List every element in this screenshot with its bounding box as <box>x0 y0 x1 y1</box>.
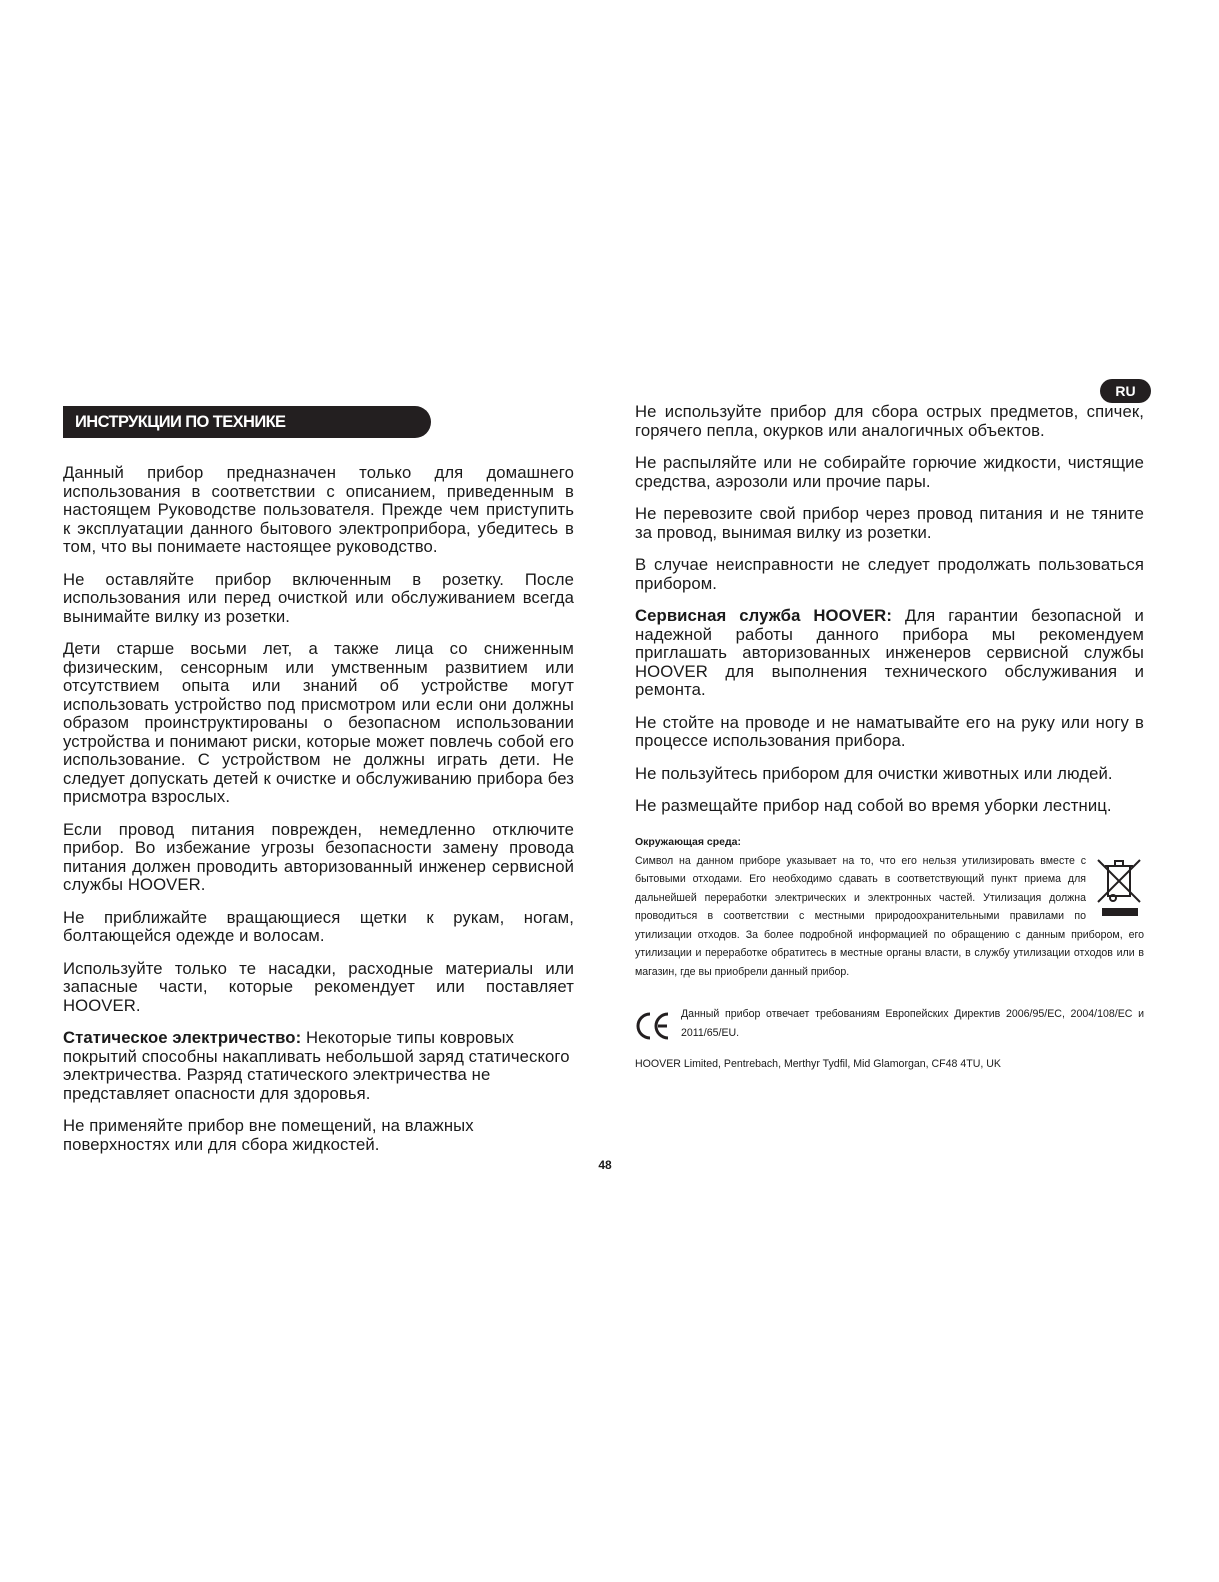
paragraph-malfunction: В случае неисправности не следует продолжать пользоваться прибором. <box>635 555 1144 593</box>
static-text: Некоторые типы ковровых покрытий способны накапливать небольшой заряд статического электричества. Разряд статического электричества не представляет опасности для здоровья. <box>63 1028 570 1103</box>
paragraph-cord-wrap: Не стойте на проводе и не наматывайте его на руку или ногу в процессе использования прибора. <box>635 712 1144 750</box>
paragraph-static <box>63 1029 574 1103</box>
service-heading: Сервисная служба HOOVER: <box>635 606 892 625</box>
paragraph-accessories: Используйте только те насадки, расходные материалы или запасные части, которые рекомендует или поставляет HOOVER. <box>63 958 574 1015</box>
paragraph-brushes: Не приближайте вращающиеся щетки к рукам, ногам, болтающейся одежде и волосам. <box>63 907 574 945</box>
paragraph-children: Дети старше восьми лет, а также лица со сниженным физическим, сенсорным или умственным развитием или отсутствием опыта или знаний об устройстве могут использовать устройство под присмотром или если они должны образом проинструктированы о безопасном использовании устройства и понимают риски, которые может повлечь собой его использование. С устройством не должны играть дети. Не следует допускать детей к очистке и обслуживанию прибора без присмотра взрослых. <box>63 639 574 806</box>
service-text: Для гарантии безопасной и надежной работы данного прибора мы рекомендуем приглашать авторизованных инженеров сервисной службы HOOVER для выполнения технического обслуживания и ремонта. <box>635 606 1144 699</box>
paragraph-flammable: Не распыляйте или не собирайте горючие жидкости, чистящие средства, аэрозоли или прочие пары. <box>635 453 1144 491</box>
paragraph-damaged-cord: Если провод питания поврежден, немедленно отключите прибор. Во избежание угрозы безопасности замену провода питания должен проводить авторизованный инженер сервисной службы HOOVER. <box>63 819 574 894</box>
environment-text <box>635 852 1144 982</box>
manufacturer-address: HOOVER Limited, Pentrebach, Merthyr Tydfil, Mid Glamorgan, CF48 4TU, UK <box>635 1058 1002 1070</box>
environment-section <box>635 836 1144 982</box>
paragraph-intended-use: Данный прибор предназначен только для домашнего использования в соответствии с описанием, приведенным в настоящем Руководстве пользователя. Прежде чем приступить к эксплуатации данного бытового электроприбора, убедитесь в том, что вы понимаете настоящее руководство. <box>63 463 574 556</box>
paragraph-unplug: Не оставляйте прибор включенным в розетку. После использования или перед очисткой или обслуживанием всегда вынимайте вилку из розетки. <box>63 569 574 626</box>
paragraph-service <box>635 607 1144 700</box>
ce-compliance <box>635 1005 1144 1042</box>
language-badge: RU <box>1100 379 1151 403</box>
environment-body-text: Символ на данном приборе указывает на то, что его нельзя утилизировать вместе с бытовыми отходами. Его необходимо сдавать в соответствующий пункт приема для дальнейшей переработки электрических и электронных частей. Утилизация должна проводиться в соответствии с местными природоохранительными правилами по утилизации отходов. За более подробной информацией по обращению с данным прибором, его утилизации и переработке обратитесь в местные органы власти, в службу утилизации отходов или в магазин, где вы приобрели данный прибор. <box>635 854 1144 978</box>
ce-text: Данный прибор отвечает требованиям Европейских Директив 2006/95/EC, 2004/108/EC и 2011/65/EU. <box>681 1008 1144 1039</box>
paragraph-animals: Не пользуйтесь прибором для очистки животных или людей. <box>635 763 1113 783</box>
static-heading: Статическое электричество: <box>63 1028 302 1047</box>
section-title: ИНСТРУКЦИИ ПО ТЕХНИКЕ БЕЗОПАСНОСТИ <box>63 406 431 438</box>
environment-title: Окружающая среда: <box>635 835 742 848</box>
left-column <box>63 406 574 1168</box>
page-number: 48 <box>598 1158 612 1172</box>
paragraph-sharp-objects: Не используйте прибор для сбора острых предметов, спичек, горячего пепла, окурков или аналогичных объектов. <box>635 402 1144 440</box>
crossed-out-wheelie-bin-icon <box>1094 856 1144 920</box>
ce-mark-icon <box>635 1011 671 1041</box>
paragraph-outdoor: Не применяйте прибор вне помещений, на влажных поверхностях или для сбора жидкостей. <box>63 1116 474 1154</box>
paragraph-stairs: Не размещайте прибор над собой во время уборки лестниц. <box>635 796 1112 815</box>
paragraph-cord-pull: Не перевозите свой прибор через провод питания и не тяните за провод, вынимая вилку из розетки. <box>635 504 1144 542</box>
right-column <box>635 403 1144 1070</box>
